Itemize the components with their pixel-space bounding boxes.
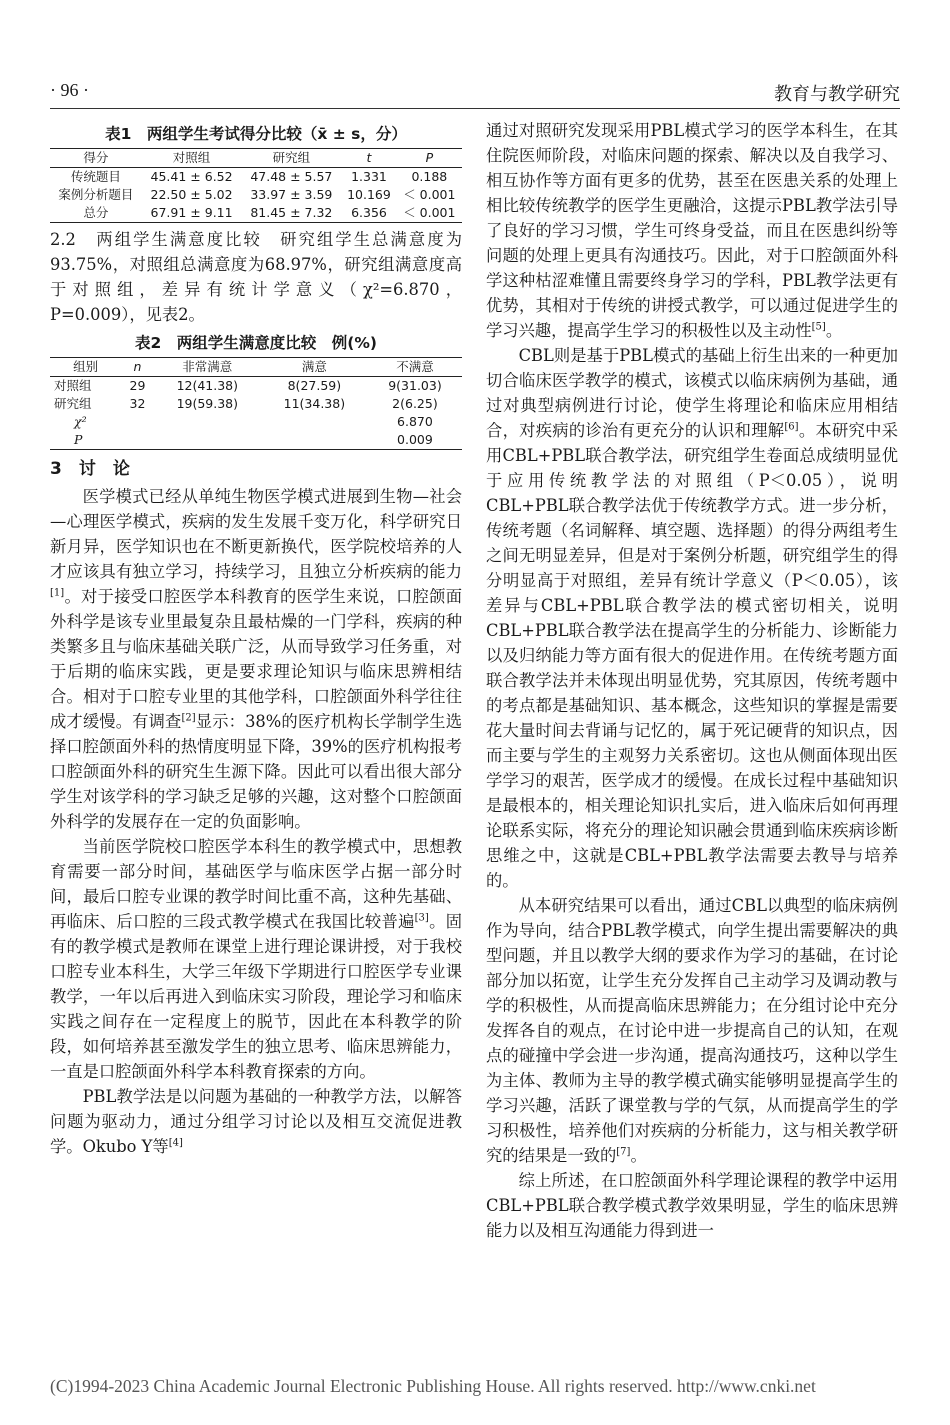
table-cell: 32 (129, 396, 146, 411)
header-rule (50, 108, 900, 109)
text-run: 。本研究中采用CBL+PBL联合教学法，研究组学生卷面总成绩明显优于应用传统教学法的对照组（P＜0.05），说明CBL+PBL联合教学法优于传统教学方式。进一步分析，传统考题（名词解释、填空题、选择题）的得分两组考生之间无明显差异，但是对于案例分析题，研究组学生的得分明显高于对照组，差异有统计学意义（P＜0.05），该差异与CBL+PBL联合教学法的模式密切相关，说明CBL+PBL联合教学法在提高学生的分析能力、诊断能力以及归纳能力等方面有很大的促进作用。在传统考题方面联合教学法并未体现出明显优势，究其原因，传统考题中的考点都是基础知识、基本概念，这些知识的掌握是需要花大量时间去背诵与记忆的，属于死记硬背的知识点，因而主要与学生的主观努力关系密切。这也从侧面体现出医学学习的艰苦，医学成才的缓慢。在成长过程中基础知识是最根本的，相关理论知识扎实后，进入临床后如何再理论联系实际，将充分的理论知识融会贯通到临床疾病诊断思维之中，这就是CBL+PBL教学法需要去教导与培养的。 (486, 421, 898, 890)
table1-header: t (341, 149, 396, 168)
table-row (50, 413, 462, 431)
table-cell: 29 (129, 378, 146, 393)
table2-header-row (50, 358, 462, 377)
text-run: 当前医学院校口腔医学本科生的教学模式中，思想教育需要一部分时间，基础医学与临床医学占据一部分时间，最后口腔专业课的教学时间比重不高，这种先基础、再临床、后口腔的三段式教学模式在我国比较普遍 (50, 837, 462, 931)
citation-4: [4] (168, 1137, 183, 1149)
left-column (50, 118, 462, 1159)
section-3-heading: 3 讨 论 (50, 459, 130, 479)
table2-header: 非常满意 (154, 358, 261, 377)
table-cell (121, 431, 154, 450)
table-cell: 11(34.38) (283, 396, 346, 411)
discussion-paragraph-3-start (50, 1084, 462, 1159)
table-cell: P (50, 431, 121, 450)
table-cell: 33.97 ± 3.59 (250, 187, 333, 202)
table-cell (261, 413, 368, 431)
table2-header: 组别 (50, 358, 121, 377)
conclusion-paragraph: 综上所述，在口腔颌面外科学理论课程的教学中运用CBL+PBL联合教学模式教学效果明显，学生的临床思辨能力以及相互沟通能力得到进一 (486, 1171, 898, 1240)
table-cell: 0.009 (368, 431, 462, 450)
table-cell: 6.356 (341, 204, 396, 223)
text-run: 。对于接受口腔医学本科教育的医学生来说，口腔颌面外科学是该专业里最复杂且最枯燥的一门学科，疾病的种类繁多且与临床基础关联广泛，从而导致学习任务重，对于后期的临床实践，更是要求理论知识与临床思辨相结合。相对于口腔专业里的其他学科，口腔颌面外科学往往成才缓慢。有调查 (50, 587, 462, 731)
page-number: · 96 · (50, 80, 89, 100)
table-cell: 67.91 ± 9.11 (142, 204, 242, 223)
table-cell: 45.41 ± 6.52 (150, 169, 233, 184)
right-column (486, 118, 898, 1243)
section-2-2-paragraph: 2.2 两组学生满意度比较 研究组学生总满意度为93.75%，对照组总满意度为68.97%，研究组满意度高于对照组，差异有统计学意义（χ²=6.870，P=0.009），见表2。 (50, 230, 462, 324)
table-cell: 6.870 (397, 414, 433, 429)
text-run: 从本研究结果可以看出，通过CBL以典型的临床病例作为导向，结合PBL教学模式，向学生提出需要解决的典型问题，并且以教学大纲的要求作为学习的基础，在讨论部分加以拓宽，让学生充分发挥自己主动学习及调动教与学的积极性，从而提高临床思辨能力；在分组讨论中充分发挥各自的观点，在讨论中进一步提高自己的认知，在观点的碰撞中学会进一步沟通，提高沟通技巧，这种以学生为主体、教师为主导的教学模式确实能够明显提高学生的学习兴趣，活跃了课堂教与学的气氛，从而提高学生的学习积极性，培养他们对疾病的分析能力，这与相关教学研究的结果是一致的 (486, 896, 898, 1165)
table1-header-row (50, 149, 462, 168)
text-run: 显示：38%的医疗机构长学制学生选择口腔颌面外科的热情度明显下降，39%的医疗机构报考口腔颌面外科的研究生生源下降。因此可以看出很大部分学生对该学科的学习缺乏足够的兴趣，这对整个口腔颌面外科学的发展存在一定的负面影响。 (50, 712, 462, 831)
table-row (50, 168, 462, 187)
table-cell: 总分 (50, 204, 142, 223)
table-cell: 19(59.38) (176, 396, 239, 411)
table1-header: 对照组 (142, 149, 242, 168)
table1-header: 研究组 (241, 149, 341, 168)
table-cell: 传统题目 (70, 169, 121, 184)
text-run: CBL则是基于PBL模式的基础上衍生出来的一种更加切合临床医学教学的模式，该模式以临床病例为基础，通过对典型病例进行讨论，使学生将理论和临床应用相结合，对疾病的诊治有更充分的认识和理解 (486, 346, 898, 440)
citation-3: [3] (414, 912, 429, 924)
discussion-paragraph-2 (50, 834, 462, 1084)
table-cell: 0.188 (411, 169, 448, 184)
table1 (50, 148, 462, 223)
citation-5: [5] (811, 321, 826, 333)
table-cell: ＜ 0.001 (397, 204, 462, 223)
table2-header: 满意 (261, 358, 368, 377)
citation-7: [7] (616, 1146, 631, 1158)
table-cell: 9(31.03) (388, 378, 442, 393)
journal-name: 教育与教学研究 (774, 84, 900, 104)
table-cell: 2(6.25) (392, 396, 438, 411)
citation-6: [6] (784, 421, 799, 433)
table-cell: 22.50 ± 5.02 (150, 187, 233, 202)
table-row (50, 186, 462, 204)
table-cell: 10.169 (347, 187, 391, 202)
table2 (50, 357, 462, 450)
citation-1: [1] (50, 587, 65, 599)
table-cell: 8(27.59) (287, 378, 342, 393)
table-cell (121, 413, 154, 431)
table-cell: 81.45 ± 7.32 (241, 204, 341, 223)
text-run: 。 (825, 321, 843, 340)
discussion-paragraph-5 (486, 893, 898, 1168)
table1-title: 表1 两组学生考试得分比较（x̄ ± s，分） (105, 125, 407, 143)
table-cell: ＜ 0.001 (403, 187, 456, 202)
text-run: 医学模式已经从单纯生物医学模式进展到生物—社会—心理医学模式，疾病的发生发展千变万化，科学研究日新月异，医学知识也在不断更新换代，医学院校培养的人才应该具有独立学习，持续学习，且独立分析疾病的能力 (50, 487, 462, 581)
table-row (50, 431, 462, 450)
page-header (0, 0, 950, 110)
table-row (50, 204, 462, 223)
table-cell (154, 431, 261, 450)
discussion-paragraph-1 (50, 484, 462, 834)
table-cell: 47.48 ± 5.57 (250, 169, 333, 184)
table1-header: P (397, 149, 462, 168)
table-row (50, 377, 462, 396)
table2-title: 表2 两组学生满意度比较 例(%) (135, 334, 377, 352)
table2-header: n (121, 358, 154, 377)
table-cell (261, 431, 368, 450)
citation-2: [2] (181, 712, 196, 724)
text-run: 。固有的教学模式是教师在课堂上进行理论课讲授，对于我校口腔专业本科生，大学三年级下学期进行口腔医学专业课教学，一年以后再进入到临床实习阶段，理论学习和临床实践之间存在一定程度上的脱节，因此在本科教学的阶段，如何培养甚至激发学生的独立思考、临床思辨能力，一直是口腔颌面外科学本科教育探索的方向。 (50, 912, 462, 1081)
table2-header: 不满意 (368, 358, 462, 377)
text-run: PBL教学法是以问题为基础的一种教学方法，以解答问题为驱动力，通过分组学习讨论以及相互交流促进教学。Okubo Y等 (50, 1087, 462, 1156)
table-cell: χ² (74, 414, 87, 429)
text-run: 通过对照研究发现采用PBL模式学习的医学本科生，在其住院医师阶段，对临床问题的探索、解决以及自我学习、相互协作等方面有更多的优势，甚至在医患关系的处理上相比较传统教学的医学生更融洽，这提示PBL教学法引导了良好的学习习惯，学生可终身受益，而且在医患纠纷等问题的处理上更具有沟通技巧。因此，对于口腔颌面外科学这种枯涩难懂且需要终身学习的学科，PBL教学法更有优势，其相对于传统的讲授式教学，可以通过促进学生的学习兴趣，提高学生学习的积极性以及主动性 (486, 121, 898, 340)
table-cell: 研究组 (54, 396, 92, 411)
table1-header: 得分 (50, 149, 142, 168)
table-cell: 案例分析题目 (58, 187, 134, 202)
table-cell: 对照组 (54, 378, 92, 393)
copyright-footer: (C)1994-2023 China Academic Journal Electronic Publishing House. All rights reserved. http://www.cnki.net (50, 1376, 816, 1396)
table-cell: 1.331 (351, 169, 387, 184)
table-row (50, 395, 462, 413)
text-run: 。 (630, 1146, 647, 1165)
table-cell: 12(41.38) (176, 378, 239, 393)
table-cell (154, 413, 261, 431)
discussion-paragraph-3-continued (486, 118, 898, 343)
discussion-paragraph-4 (486, 343, 898, 893)
